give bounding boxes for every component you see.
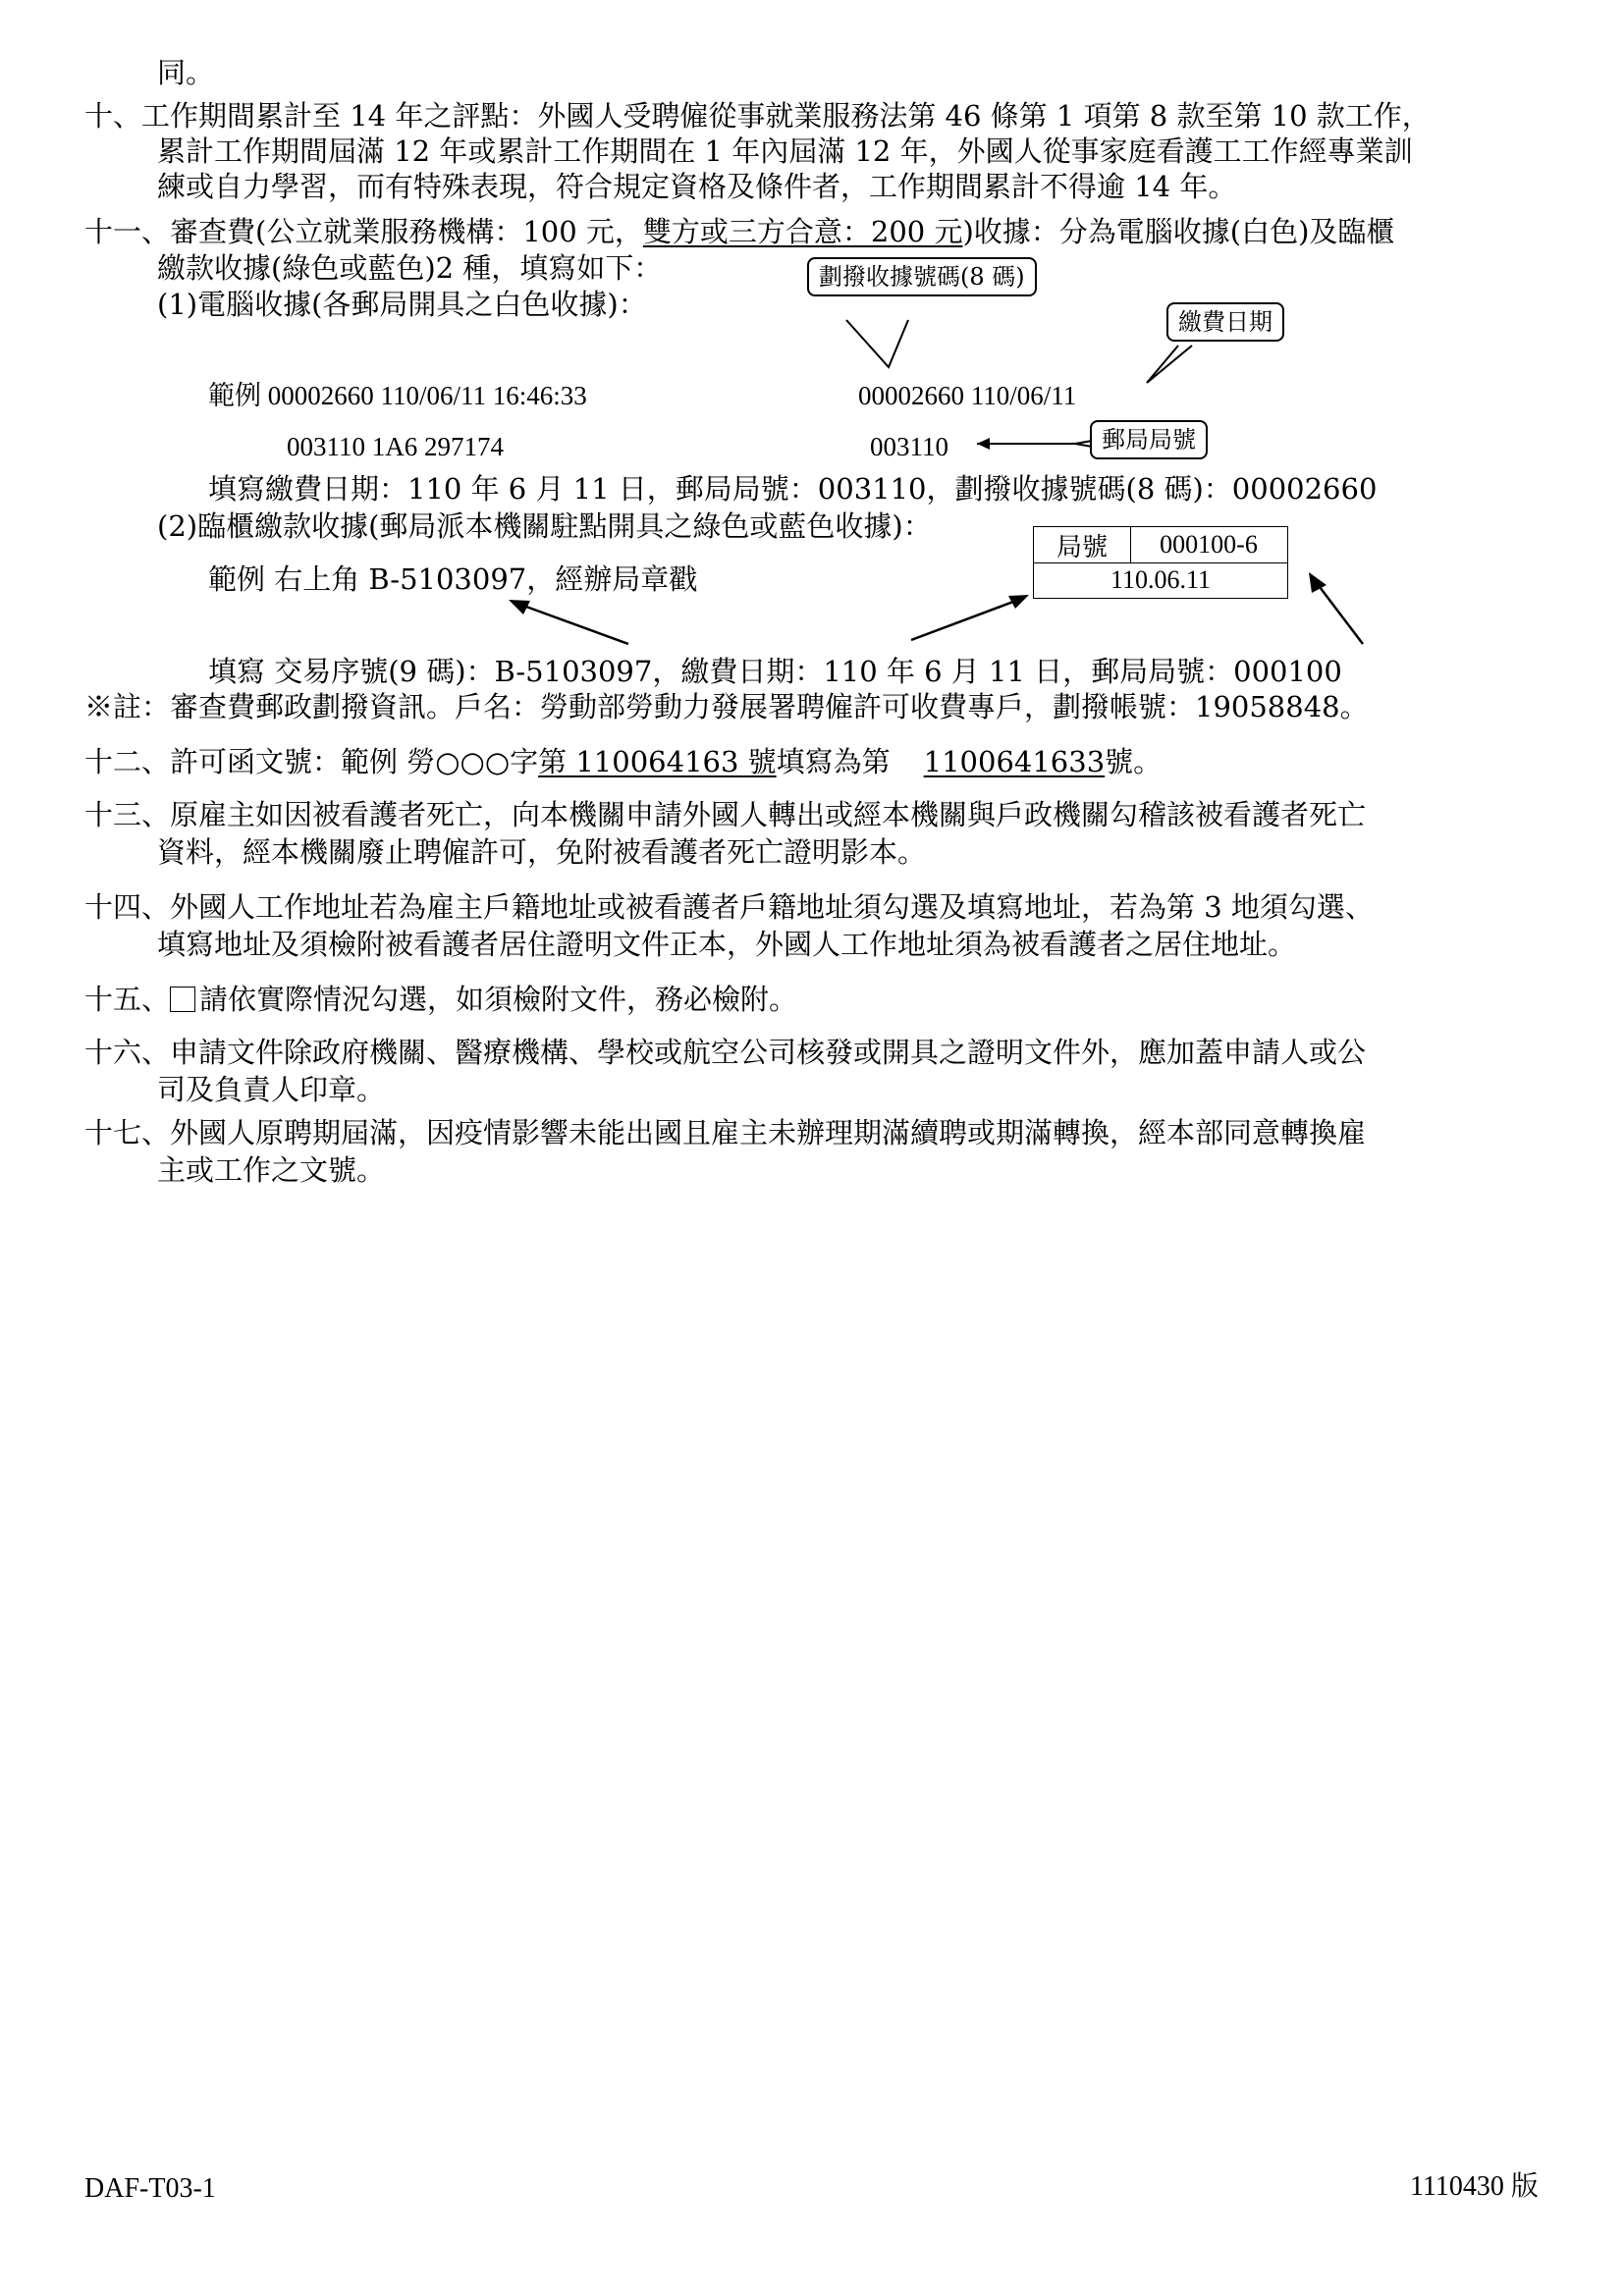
item-17-line-2: 主或工作之文號。 [157,1153,386,1187]
checkbox-icon [170,987,195,1012]
item-17-line-1: 十七、外國人原聘期屆滿，因疫情影響未能出國且雇主未辦理期滿續聘或期滿轉換，經本部同意轉換雇 [84,1116,1367,1149]
item-12-example-number: 第 110064163 號 [538,745,777,778]
item-11-fee-public: 十一、審查費(公立就業服務機構：100 元， [84,215,643,248]
item-11-sub-2: (2)臨櫃繳款收據(郵局派本機關駐點開具之綠色或藍色收據)： [157,509,932,543]
item-12 [84,745,1163,778]
item-11-sub-1: (1)電腦收據(各郵局開具之白色收據)： [157,288,647,321]
item-12-fill-as: 填寫為第 [776,745,891,778]
item-13-line-1: 十三、原雇主如因被看護者死亡，向本機關申請外國人轉出或經本機關與戶政機關勾稽該被看護者死亡 [84,798,1367,831]
callout-post-office-number: 郵局局號 [1090,420,1208,459]
computer-receipt-example-post-office: 003110 [870,432,948,461]
item-13-line-2: 資料，經本機關廢止聘僱許可，免附被看護者死亡證明影本。 [157,835,927,869]
callout-receipt-number: 劃撥收據號碼(8 碼) [807,257,1037,296]
postmark-code: 000100-6 [1160,530,1258,559]
item-15-text: 請依實際情況勾選，如須檢附文件，務必檢附。 [199,983,798,1016]
item-11-line-1 [84,215,1395,248]
item-11-fee-agreement: 雙方或三方合意：200 元 [642,215,963,248]
item-12-example: 十二、許可函文號：範例 勞○○○字 [84,745,539,778]
computer-receipt-example-receipt-date: 00002660 110/06/11 [858,381,1077,410]
counter-receipt-example: 範例 右上角 B-5103097，經辦局章戳 [208,562,698,596]
postmark-date: 110.06.11 [1110,565,1212,594]
version-label: 1110430 版 [1410,2171,1539,2202]
item-16-line-2: 司及負責人印章。 [157,1073,386,1106]
form-id: DAF-T03-1 [84,2173,216,2204]
postmark-label: 局號 [1056,532,1108,561]
item-11-receipt-types: )收據：分為電腦收據(白色)及臨櫃 [962,215,1395,248]
item-12-suffix: 號。 [1105,745,1163,778]
item-10-line-2: 累計工作期間屆滿 12 年或累計工作期間在 1 年內屆滿 12 年，外國人從事家庭看護工工作經專業訓 [157,134,1413,168]
item-12-filled-number: 1100641633 [923,745,1106,778]
item-11-line-2: 繳款收據(綠色或藍色)2 種，填寫如下： [157,251,663,285]
computer-receipt-fill-instruction: 填寫繳費日期：110 年 6 月 11 日，郵局局號：003110，劃撥收據號碼(8 碼)：00002660 [208,472,1378,506]
counter-receipt-fill-instruction: 填寫 交易序號(9 碼)：B-5103097，繳費日期：110 年 6 月 11 日，郵局局號：000100 [208,655,1342,688]
item-15 [84,983,798,1016]
text-line: 同。 [157,56,215,89]
fee-note: ※註：審查費郵政劃撥資訊。戶名：勞動部勞動力發展署聘僱許可收費專戶，劃撥帳號：19058848。 [84,690,1369,723]
computer-receipt-example-line-1: 範例 00002660 110/06/11 16:46:33 [208,381,587,410]
item-15-number: 十五、 [84,983,171,1016]
item-14-line-2: 填寫地址及須檢附被看護者居住證明文件正本，外國人工作地址須為被看護者之居住地址。 [157,928,1297,961]
item-10-line-3: 練或自力學習，而有特殊表現，符合規定資格及條件者，工作期間累計不得逾 14 年。 [157,170,1237,203]
item-10-line-1: 十、工作期間累計至 14 年之評點：外國人受聘僱從事就業服務法第 46 條第 1 項第 8 款至第 10 款工作， [84,99,1431,133]
postmark-stamp [1033,526,1288,599]
callout-pay-date: 繳費日期 [1166,302,1284,342]
item-14-line-1: 十四、外國人工作地址若為雇主戶籍地址或被看護者戶籍地址須勾選及填寫地址，若為第 3 地須勾選、 [84,890,1374,924]
item-16-line-1: 十六、申請文件除政府機關、醫療機構、學校或航空公司核發或開具之證明文件外，應加蓋申請人或公 [84,1036,1367,1069]
computer-receipt-example-line-2: 003110 1A6 297174 [287,432,504,461]
